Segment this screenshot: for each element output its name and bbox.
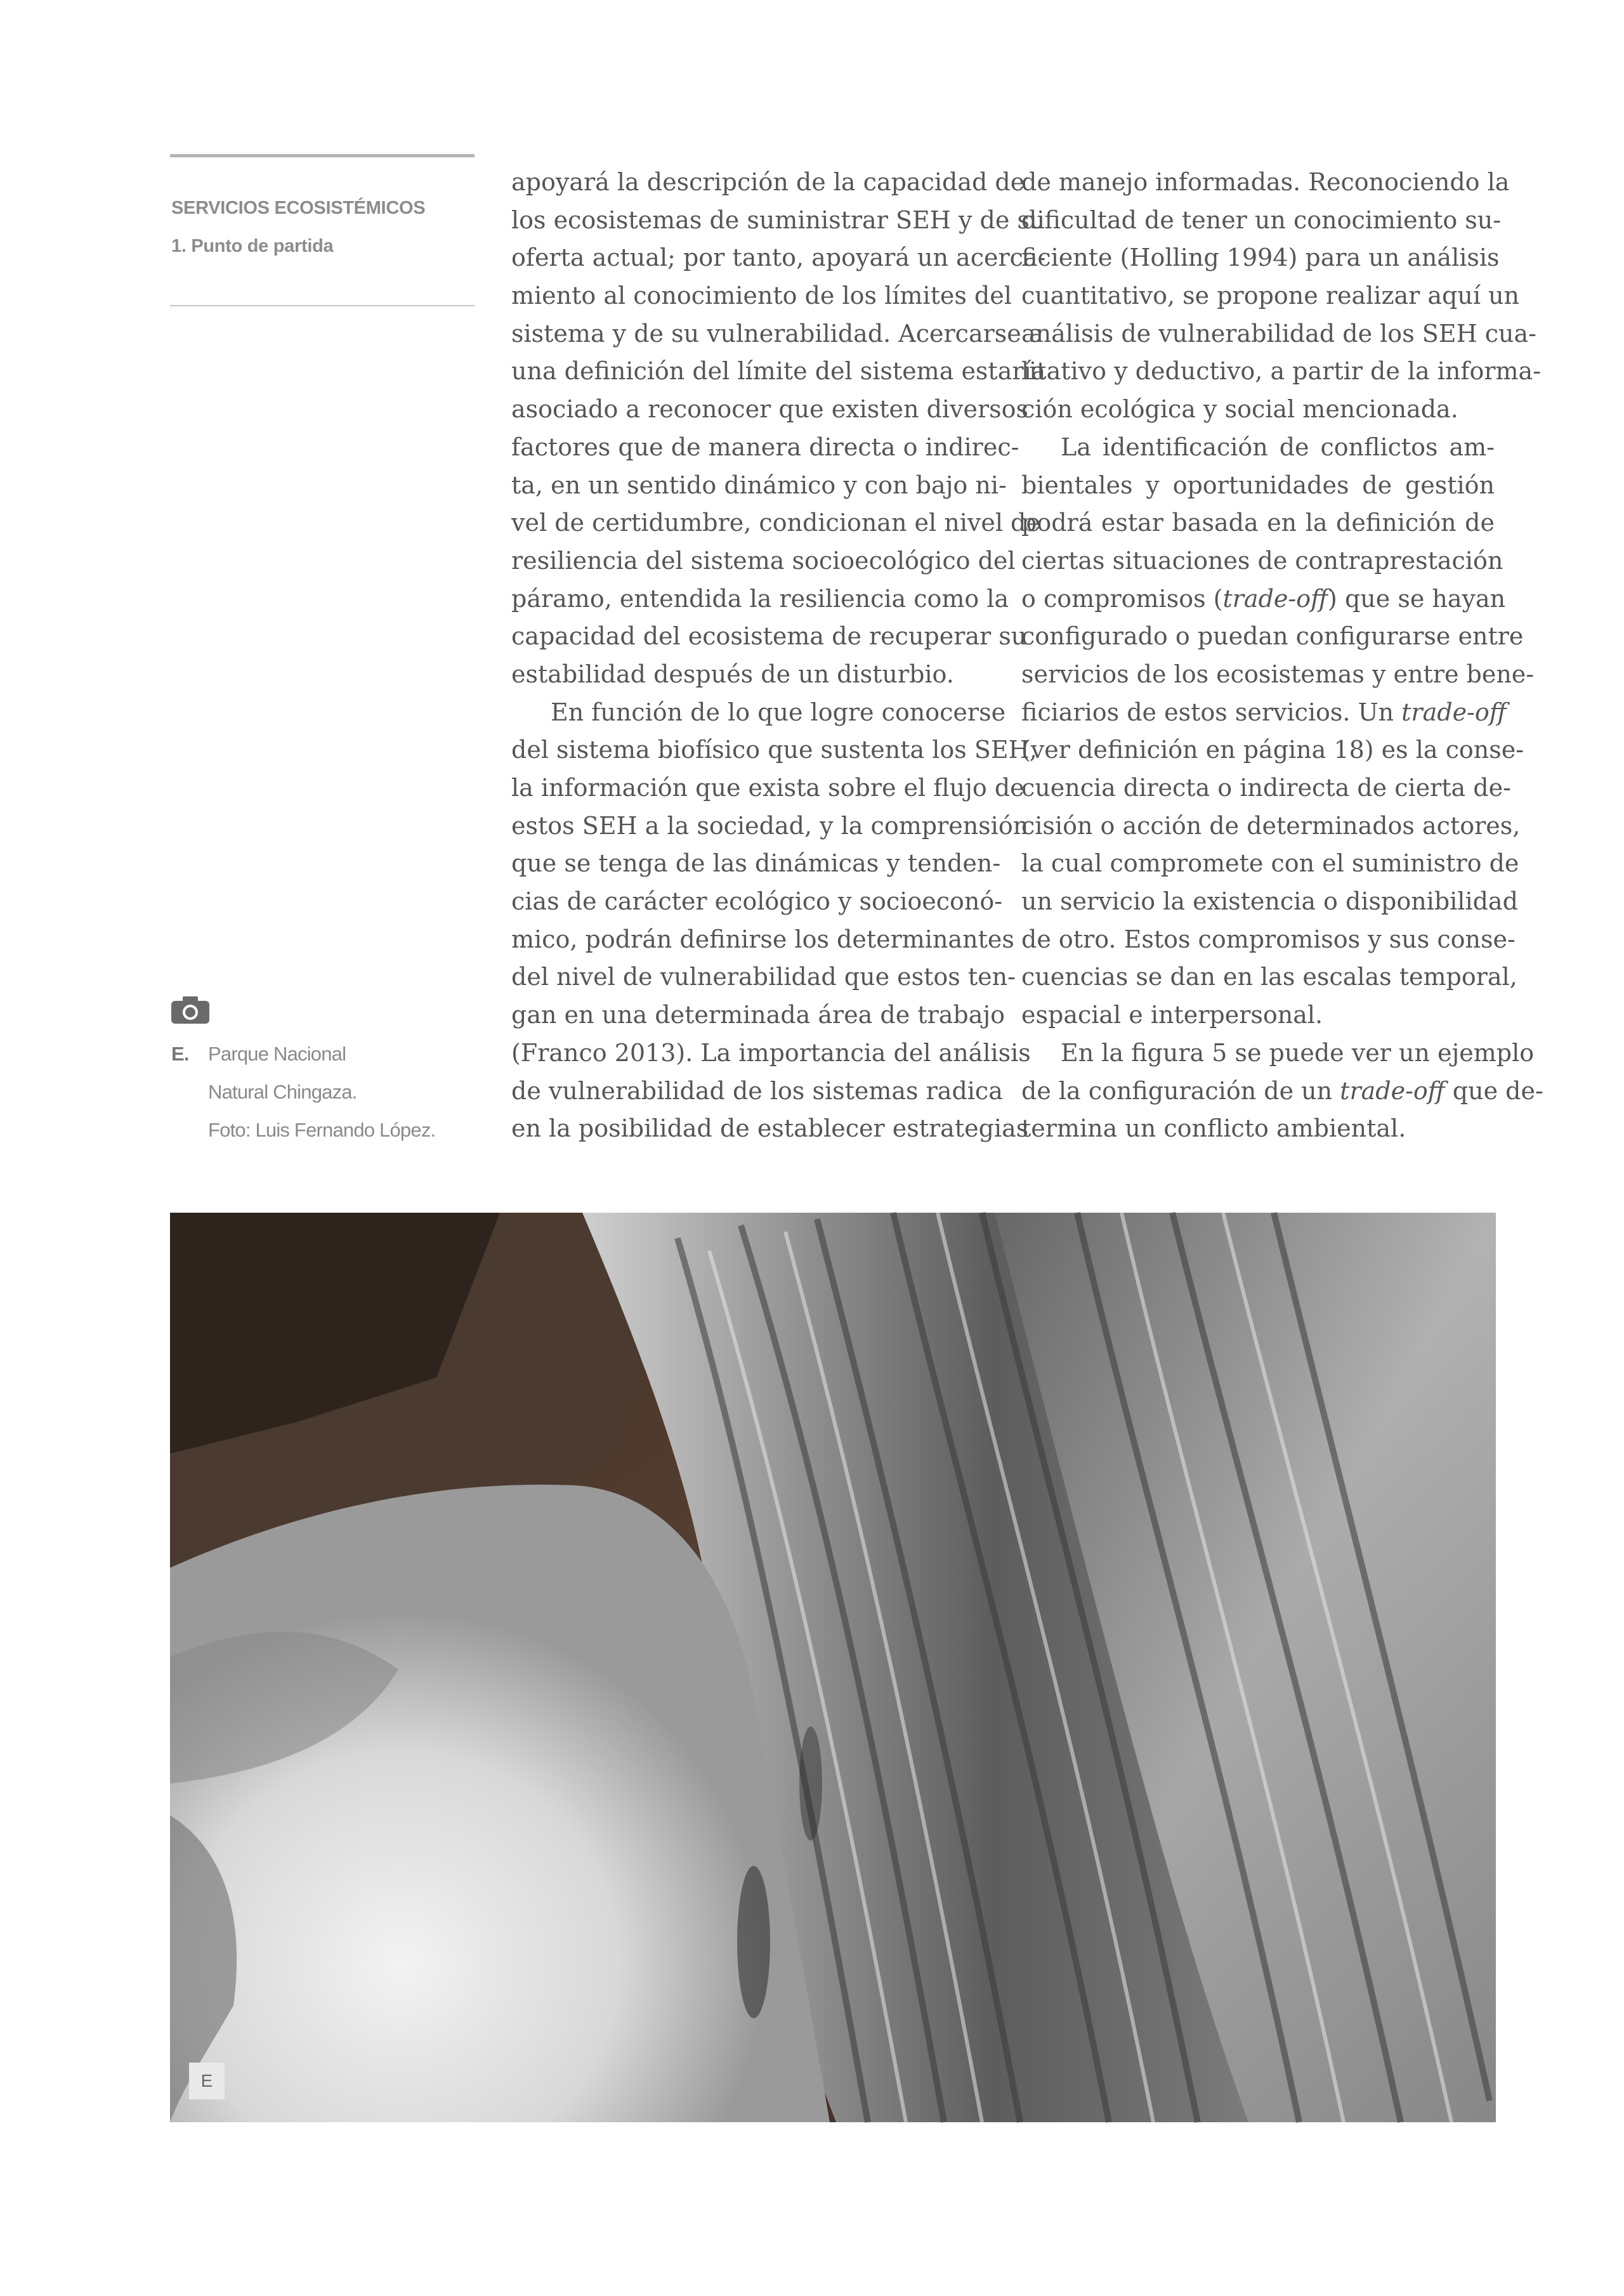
text-line: miento al conocimiento de los límites del (511, 282, 1012, 310)
text-line: ciertas situaciones de contraprestación (1021, 546, 1503, 575)
text-fragment: que de- (1444, 1076, 1543, 1105)
text-line: cuencia directa o indirecta de cierta de- (1021, 774, 1511, 802)
text-line: estos SEH a la sociedad, y la comprensión (511, 811, 1029, 840)
running-header (171, 198, 476, 274)
text-fragment: o compromisos ( (1021, 584, 1223, 613)
text-line: factores que de manera directa o indirec- (511, 433, 1019, 461)
text-line: cuantitativo, se propone realizar aquí un (1021, 282, 1520, 310)
text-line: apoyará la descripción de la capacidad de (511, 168, 1025, 196)
text-line: la cual compromete con el suministro de (1021, 849, 1519, 878)
camera-icon (170, 995, 211, 1025)
text-line: análisis de vulnerabilidad de los SEH cua- (1021, 319, 1537, 348)
text-line: litativo y deductivo, a partir de la informa- (1021, 357, 1542, 386)
text-line: bientales y oportunidades de gestión (1021, 471, 1495, 499)
text-line: oferta actual; por tanto, apoyará un acerca- (511, 244, 1046, 272)
text-line: ción ecológica y social mencionada. (1021, 395, 1458, 424)
waterfall-photo (170, 1213, 1496, 2122)
text-line: (Franco 2013). La importancia del análisis (511, 1038, 1031, 1067)
waterfall-illustration (170, 1213, 1496, 2122)
text-line: servicios de los ecosistemas y entre bene- (1021, 660, 1535, 688)
text-line: asociado a reconocer que existen diversos (511, 395, 1029, 424)
subsection-title: 1. Punto de partida (171, 236, 334, 256)
text-fragment: ) que se hayan (1328, 584, 1506, 613)
text-line: La identificación de conflictos am- (1061, 433, 1495, 461)
text-line: dificultad de tener un conocimiento su- (1021, 205, 1502, 234)
text-line (1021, 1073, 1543, 1111)
text-fragment: de la configuración de un (1021, 1076, 1340, 1105)
italic-term: trade-off (1222, 584, 1328, 613)
text-line: del sistema biofísico que sustenta los SEH, (511, 736, 1037, 764)
body-column-1 (511, 164, 1046, 1148)
text-line (1021, 580, 1506, 618)
text-line: de vulnerabilidad de los sistemas radica (511, 1076, 1003, 1105)
text-line: gan en una determinada área de trabajo (511, 1001, 1005, 1029)
text-line: vel de certidumbre, condicionan el nivel de (511, 509, 1040, 537)
sidebar-bottom-rule (170, 305, 475, 306)
text-line: un servicio la existencia o disponibilidad (1021, 887, 1518, 916)
text-line: una definición del límite del sistema estaría (511, 357, 1046, 386)
text-line: termina un conflicto ambiental. (1021, 1114, 1406, 1143)
text-line: espacial e interpersonal. (1021, 1001, 1323, 1029)
text-line: la información que exista sobre el flujo de (511, 774, 1025, 802)
text-line: cisión o acción de determinados actores, (1021, 811, 1521, 840)
text-line: ta, en un sentido dinámico y con bajo ni- (511, 471, 1007, 499)
text-line: En función de lo que logre conocerse (551, 698, 1006, 726)
text-line: (ver definición en página 18) es la conse- (1021, 736, 1524, 764)
text-line: cias de carácter ecológico y socioeconó- (511, 887, 1003, 916)
text-line: los ecosistemas de suministrar SEH y de su (511, 205, 1045, 234)
text-line: configurado o puedan configurarse entre (1021, 622, 1524, 651)
text-line: ficiente (Holling 1994) para un análisis (1021, 244, 1500, 272)
text-line: que se tenga de las dinámicas y tenden- (511, 849, 1001, 878)
text-line: sistema y de su vulnerabilidad. Acercarse a (511, 319, 1044, 348)
text-line: páramo, entendida la resiliencia como la (511, 584, 1009, 613)
text-fragment: ficiarios de estos servicios. Un (1021, 698, 1402, 726)
text-line: podrá estar basada en la definición de (1021, 509, 1495, 537)
caption-line: Parque Nacional (208, 1043, 346, 1065)
sidebar-top-rule (170, 154, 475, 157)
section-title: SERVICIOS ECOSISTÉMICOS (171, 198, 426, 218)
text-line: capacidad del ecosistema de recuperar su (511, 622, 1027, 651)
text-line: del nivel de vulnerabilidad que estos ten- (511, 963, 1016, 991)
text-line: en la posibilidad de establecer estrategias (511, 1114, 1029, 1143)
text-line: mico, podrán definirse los determinantes (511, 925, 1014, 953)
text-line (1021, 694, 1507, 732)
text-line: de otro. Estos compromisos y sus conse- (1021, 925, 1516, 953)
text-line: En la figura 5 se puede ver un ejemplo (1061, 1038, 1535, 1067)
caption-line: Foto: Luis Fernando López. (208, 1119, 436, 1141)
photo-tag: E (189, 2063, 225, 2099)
text-line: resiliencia del sistema socioecológico del (511, 546, 1016, 575)
text-line: estabilidad después de un disturbio. (511, 660, 954, 688)
text-line: de manejo informadas. Reconociendo la (1021, 168, 1510, 196)
caption-line: Natural Chingaza. (208, 1081, 357, 1103)
body-column-2 (1021, 164, 1543, 1148)
text-line: cuencias se dan en las escalas temporal, (1021, 963, 1517, 991)
caption-letter: E. (171, 1043, 189, 1065)
italic-term: trade-off (1340, 1076, 1445, 1105)
italic-term: trade-off (1401, 698, 1507, 726)
